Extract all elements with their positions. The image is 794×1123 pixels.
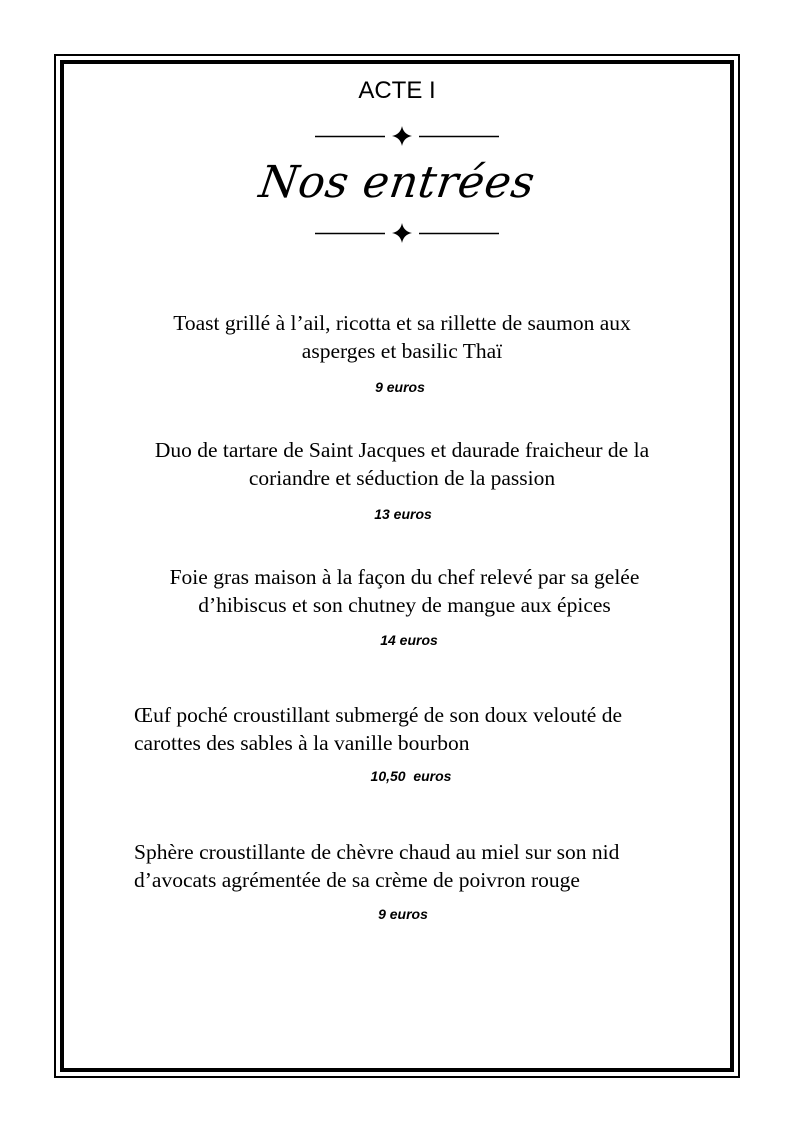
dish-price: 9 euros [375, 379, 425, 395]
dish-item [127, 436, 677, 492]
dish-description: Foie gras maison à la façon du chef relevé par sa gelée d’hibiscus et son chutney de mangue aux épices [169, 565, 640, 617]
star-divider-icon [297, 221, 507, 245]
dish-description: Toast grillé à l’ail, ricotta et sa rillette de saumon aux asperges et basilic Thaï [173, 311, 631, 363]
dish-item [134, 838, 699, 894]
star-divider-icon [297, 124, 507, 148]
act-title: ACTE I [358, 77, 436, 104]
dish-item [132, 563, 677, 619]
dish-price: 10,50 euros [370, 768, 452, 784]
dish-price: 14 euros [380, 632, 438, 648]
section-heading: Nos entrées [256, 157, 539, 208]
dish-description: Œuf poché croustillant submergé de son doux velouté de carottes des sables à la vanille bourbon [134, 703, 623, 755]
dish-price: 9 euros [378, 906, 428, 922]
dish-description: Duo de tartare de Saint Jacques et daurade fraicheur de la coriandre et séduction de la passion [154, 438, 650, 490]
dish-price: 13 euros [374, 506, 432, 522]
dish-item [137, 309, 667, 365]
dish-item [134, 701, 694, 757]
dish-description: Sphère croustillante de chèvre chaud au miel sur son nid d’avocats agrémentée de sa crème de poivron rouge [134, 840, 620, 892]
